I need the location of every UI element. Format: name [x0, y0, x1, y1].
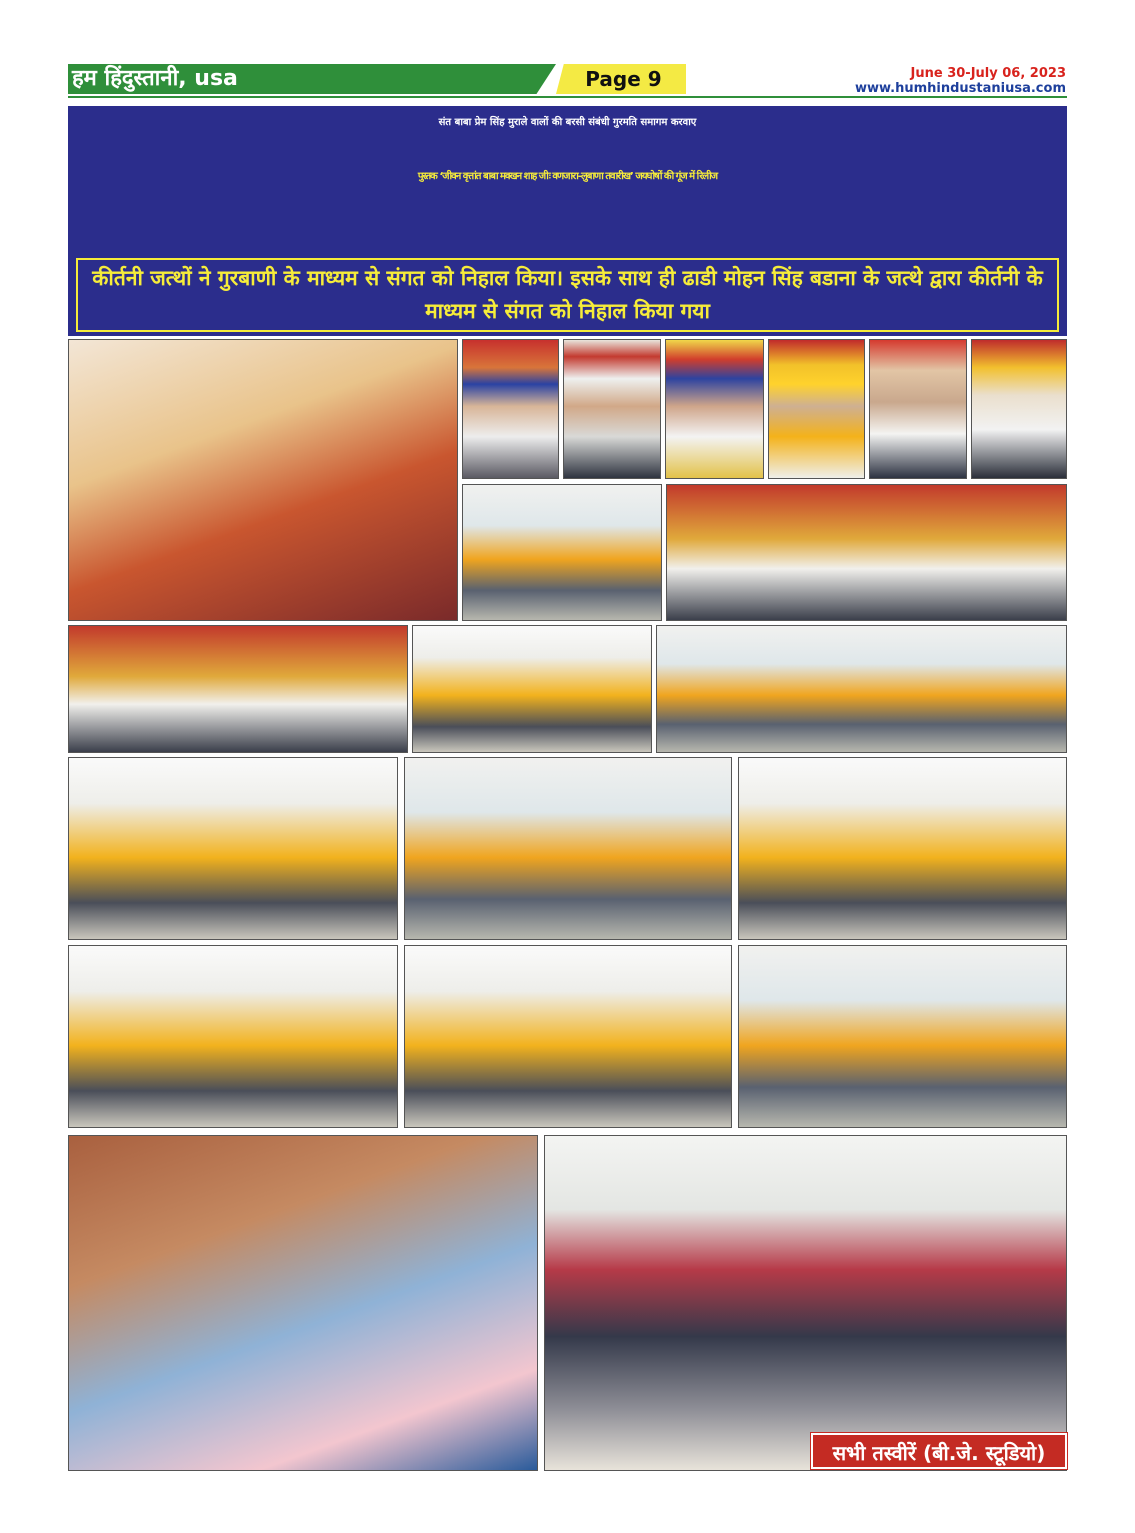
photo-sevadars [738, 757, 1067, 940]
article-subheadline: संत बाबा प्रेम सिंह मुराले वालों की बरसी संबंधी गुरमति समागम करवाए [438, 117, 697, 128]
photo-siropa-honors [68, 625, 408, 753]
photo-speaker-1 [462, 339, 559, 479]
article-summary: कीर्तनी जत्थों ने गुरबाणी के माध्यम से संगत को निहाल किया। इसके साथ ही ढाडी मोहन सिंह बडाना के जत्थे द्वारा कीर्तनी के माध्यम से संगत को निहाल किया गया [92, 266, 1043, 323]
article-headline: पुस्तक ‘जीवन वृत्तांत बाबा मक्खन शाह जीः वणजारा-लुबाणा तवारीख’ जयघोषों की गूंज में रिलीज [417, 171, 718, 182]
issue-date: June 30-July 06, 2023 [910, 66, 1066, 81]
photo-sangat-group [404, 945, 732, 1128]
photo-men-group [544, 1135, 1067, 1471]
photo-outdoor-group [656, 625, 1067, 753]
photo-speaker-6 [971, 339, 1067, 479]
photo-guests-tent [412, 625, 652, 753]
photo-serving-sweets [404, 757, 732, 940]
photo-plaque-presentation [666, 484, 1067, 621]
photo-speaker-3 [665, 339, 764, 479]
photo-cooking-langar [68, 945, 398, 1128]
photo-family-group [68, 339, 458, 621]
photo-volunteers [738, 945, 1067, 1128]
masthead-title: हम हिंदुस्तानी, usa [72, 66, 238, 91]
photo-credit: सभी तस्वीरें (बी.जे. स्टूडियो) [811, 1433, 1067, 1469]
masthead-rule [68, 96, 1067, 98]
photo-langar-service [462, 484, 662, 621]
page-number: Page 9 [585, 67, 662, 91]
photo-speaker-4 [768, 339, 865, 479]
photo-women-garden [68, 1135, 538, 1471]
website-link[interactable]: www.humhindustaniusa.com [854, 81, 1066, 96]
photo-speaker-2 [563, 339, 661, 479]
photo-community-kitchen [68, 757, 398, 940]
photo-speaker-5 [869, 339, 967, 479]
